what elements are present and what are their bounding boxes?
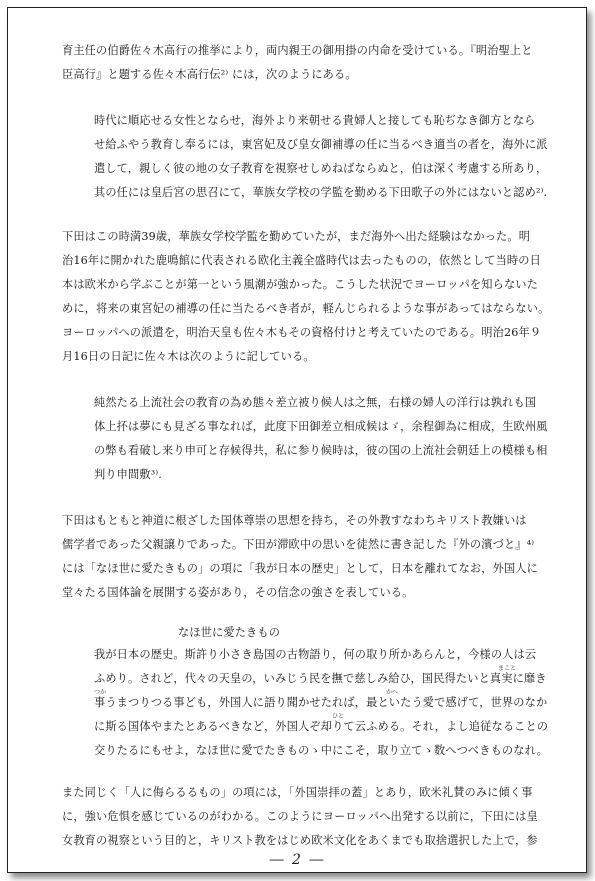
quote1-line-3: 遣して，親しく彼の地の女子教育を視察せしめねばならぬと，伯は深く考慮する所あり， xyxy=(94,162,548,175)
para2-line-6: 月16日の日記に佐々木は次のように記している。 xyxy=(62,350,315,363)
para4-line-1: また同じく「人に侮らるるもの」の項には，「外国崇拝の蓋」とあり，欧米礼賛のみに傾く事 xyxy=(62,786,533,799)
quote2-line-3: の弊も看破し来り申可と存候得共，私に参り候時は，彼の国の上流社会朝廷上の模様も相 xyxy=(94,444,548,457)
para3-line-4: 堂々たる国体論を展開する姿があり，その信念の強さを表している。 xyxy=(62,586,414,599)
para3-line-2: 儒学者であった父親譲りであった。下田が滞欧中の思いを徒然に書き記した『外の濱づと』⁴⁾ xyxy=(62,538,535,551)
quote1-line-1: 時代に順応せる女性とならせ，海外より来朝せる貴婦人と接しても恥ぢなき御方となら xyxy=(94,114,536,127)
para2-line-1: 下田はこの時満39歳，華族女学校学監を勤めていたが，まだ海外へ出た経験はなかった。明 xyxy=(62,230,531,243)
quote2-line-4: 判り申間敷³⁾. xyxy=(94,468,162,481)
quote2-line-2: 体上抔は夢にも見ざる事なれば，此度下田御差立相成候はゞ，余程御為に相成，生欧州風 xyxy=(94,420,548,433)
quote2-line-1: 純然たる上流社会の教育の為め態々差立被り候人は之無，右様の婦人の洋行は孰れも国 xyxy=(94,396,537,409)
quote3-line-2: ふめり。されど，代々の天皇の，いみじう民を撫で慈しみ給ひ，国民得たいと真実に靡き xyxy=(94,672,547,685)
quote1-line-2: せ給ふやう教育し奉るには，東宮妃及び皇女御補導の任に当るべき適当の者を，海外に派 xyxy=(94,138,548,151)
ruby-annotation: つか xyxy=(94,689,107,696)
para2-line-4: めに，将来の東宮妃の補導の任に当たるべき者が，軽んじられるような事があってはならない。 xyxy=(62,302,550,315)
quote3-line-1: 我が日本の歴史。斯許り小さき島国の古物語り，何の取り所かあらんと，今様の人は云 xyxy=(94,648,537,661)
page-number: ― 2 ― xyxy=(269,852,326,868)
para3-line-3: には「なほ世に愛たきもの」の項に「我が日本の歴史」として，日本を離れてなお，外国人に xyxy=(62,562,538,575)
para1-line-2: 臣高行』と題する佐々木高行伝²⁾ には，次のようにある。 xyxy=(62,68,357,81)
ruby-annotation: まこと xyxy=(498,665,517,672)
quote1-line-4: 其の任には皇后宮の思召にて，華族女学校の学監を勤める下田歌子の外にはないと認め²⁾. xyxy=(94,186,548,199)
para4-line-2: に，強い危惧を感じているのがわかる。このようにヨーロッパへ出発する以前に，下田には皇 xyxy=(62,810,538,823)
quote3-line-3: 事うまつりつる事ども，外国人に語り聞かせたれば，最といたう愛で感げて，世界のなか xyxy=(94,696,548,709)
quote3-line-5: 交りたるにもせよ，なほ世に愛でたきものゝ中にこそ，取り立てゝ数へつべきものなれ。 xyxy=(94,744,548,757)
ruby-annotation: ひと xyxy=(332,713,345,720)
para3-line-1: 下田はもともと神道に根ざした国体尊崇の思想を持ち，その外教すなわちキリスト教嫌いは xyxy=(62,514,527,527)
para4-line-3: 女教育の視察という目的と，キリスト教をはじめ欧米文化をあくまでも取捨選択した上で，参 xyxy=(62,834,538,847)
para2-line-3: 本は欧米から学ぶことが第一という風潮が強かった。こうした状況でヨーロッパを知らないた xyxy=(62,278,538,291)
quote3-title: なほ世に愛たきもの xyxy=(178,626,281,639)
para2-line-5: ヨーロッパへの派遣を，明治天皇も佐々木もその資格付けと考えていたのである。明治26年９ xyxy=(62,326,542,339)
quote3-line-4: に斯る国体やまたとあるべきなど，外国人ぞ却りて云ふめる。それ，よし追従なることの xyxy=(94,720,549,733)
para1-line-1: 育主任の伯爵佐々木高行の推挙により，両内親王の御用掛の内命を受けている。『明治聖上と xyxy=(62,44,533,57)
para2-line-2: 治16年に開かれた鹿鳴館に代表される欧化主義全盛時代は去ったものの，依然として当時の日 xyxy=(62,254,541,267)
ruby-annotation: かへ xyxy=(386,689,399,696)
